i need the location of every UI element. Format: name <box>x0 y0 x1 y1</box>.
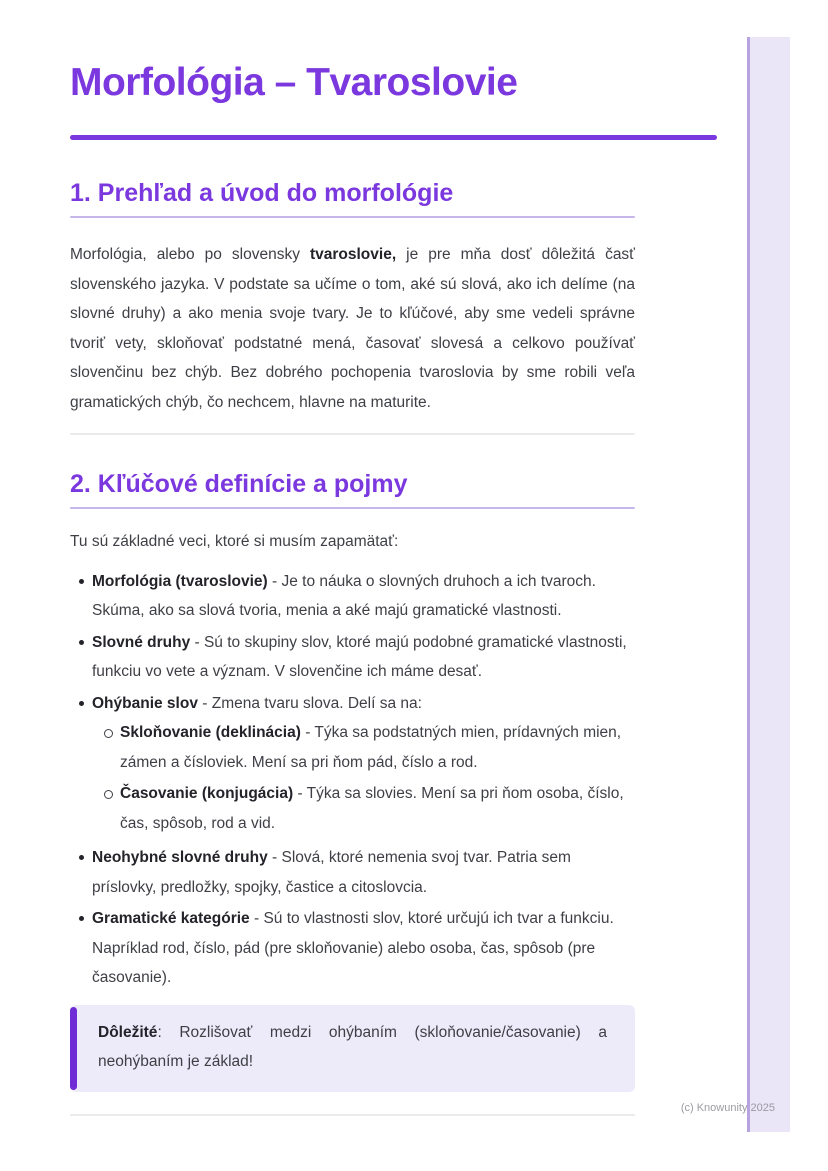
list-desc: - Slová, ktoré nemenia svoj tvar. Patria sem príslovky, predložky, spojky, častice a citoslovcia. <box>92 849 571 896</box>
sub-list <box>92 718 635 838</box>
bottom-divider <box>70 1114 635 1116</box>
list-desc: - Týka sa podstatných mien, prídavných mien, zámen a čísloviek. Mení sa pri ňom pád, číslo a rod. <box>120 724 622 771</box>
paragraph-text: Morfológia, alebo po slovensky <box>70 246 310 263</box>
section-2-heading-underline <box>70 507 635 509</box>
list-item <box>92 628 635 687</box>
important-callout <box>70 1005 635 1092</box>
list-term: Skloňovanie (deklinácia) <box>120 724 301 741</box>
sub-list-item <box>120 718 635 777</box>
list-item <box>92 567 635 626</box>
list-item <box>92 904 635 993</box>
paragraph-bold-term: tvaroslovie, <box>309 246 397 263</box>
list-term: Časovanie (konjugácia) <box>120 785 294 802</box>
list-term: Slovné druhy <box>92 633 191 651</box>
sub-list-item <box>120 779 635 838</box>
callout-label: Dôležité <box>98 1023 158 1041</box>
list-desc: - Je to náuka o slovných druhoch a ich tvaroch. Skúma, ako sa slová tvoria, menia a aké majú gramatické vlastnosti. <box>92 572 596 619</box>
list-item <box>92 843 635 902</box>
list-term: Gramatické kategórie <box>92 910 250 927</box>
list-term: Morfológia (tvaroslovie) <box>92 572 268 590</box>
list-desc: - Týka sa slovies. Mení sa pri ňom osoba, číslo, čas, spôsob, rod a vid. <box>120 785 624 832</box>
section-2-intro: Tu sú základné veci, ktoré si musím zapamätať: <box>70 533 399 550</box>
list-item <box>92 689 635 839</box>
content-column <box>70 0 635 1116</box>
section-2-heading: 2. Kľúčové definície a pojmy <box>70 470 408 498</box>
callout-body: : Rozlišovať medzi ohýbaním (skloňovanie/časovanie) a neohýbaním je základ! <box>98 1023 607 1070</box>
section-1-paragraph <box>70 240 635 417</box>
list-desc: - Sú to vlastnosti slov, ktoré určujú ich tvar a funkciu. Napríklad rod, číslo, pád (pre skloňovanie) alebo osoba, čas, spôsob (pre časovanie). <box>92 910 614 986</box>
section-definitions <box>70 469 635 1092</box>
page-title: Morfológia – Tvaroslovie <box>70 61 518 104</box>
section-divider <box>70 433 635 435</box>
callout-text <box>98 1018 607 1077</box>
section-1-heading: 1. Prehľad a úvod do morfológie <box>70 179 454 207</box>
title-rule <box>70 135 717 140</box>
list-desc: - Sú to skupiny slov, ktoré majú podobné gramatické vlastnosti, funkciu vo vete a význam. V slovenčine ich máme desať. <box>92 633 627 680</box>
list-desc: - Zmena tvaru slova. Delí sa na: <box>197 694 422 712</box>
section-overview <box>70 178 635 417</box>
list-term: Ohýbanie slov <box>92 694 198 712</box>
section-1-heading-underline <box>70 216 635 218</box>
definitions-list <box>70 567 635 993</box>
paragraph-text: je pre mňa dosť dôležitá časť slovenského jazyka. V podstate sa učíme o tom, aké sú slová, ako ich delíme (na slovné druhy) a ako menia svoje tvary. Je to kľúčové, aby sme vedeli správne tvoriť vety, skloňovať podstatné mená, časovať slovesá a celkovo používať slovenčinu bez chýb. Bez dobrého pochopenia tvaroslovia by sme robili veľa gramatických chýb, čo nechcem, hlavne na maturite. <box>70 246 635 411</box>
page-right-stripe <box>747 37 790 1132</box>
copyright-footer: (c) Knowunity 2025 <box>680 1102 775 1114</box>
list-term: Neohybné slovné druhy <box>92 849 268 866</box>
